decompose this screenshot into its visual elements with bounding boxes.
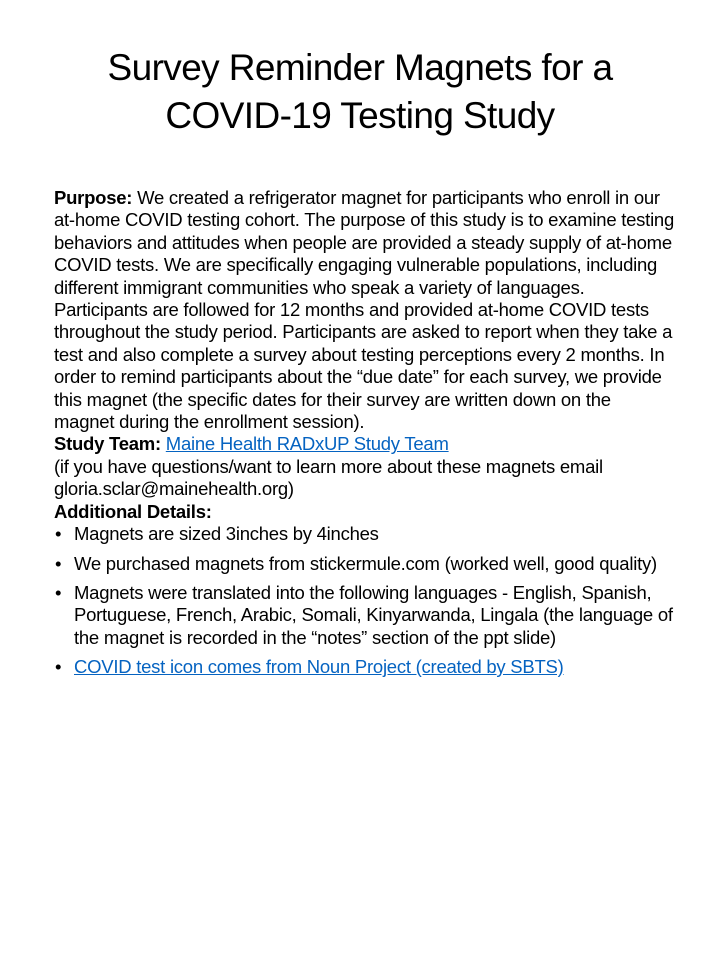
- title-line-2: COVID-19 Testing Study: [165, 95, 555, 136]
- list-item: [54, 582, 674, 649]
- purpose-label: Purpose:: [54, 187, 133, 208]
- details-heading: [54, 501, 674, 523]
- list-item-text: Magnets were translated into the following languages - English, Spanish, Portuguese, French, Arabic, Somali, Kinyarwanda, Lingala (the language of the magnet is recorded in the “notes” section of the ppt slide): [74, 581, 673, 648]
- list-item: [54, 656, 674, 678]
- title-line-1: Survey Reminder Magnets for a: [107, 47, 613, 88]
- list-item-text: We purchased magnets from stickermule.com (worked well, good quality): [74, 552, 657, 574]
- contact-paragraph: (if you have questions/want to learn more about these magnets email gloria.sclar@mainehealth.org): [54, 455, 603, 500]
- study-team-link[interactable]: Maine Health RADxUP Study Team: [165, 433, 449, 455]
- page-title: [40, 44, 680, 140]
- followup-paragraph: Participants are followed for 12 months and provided at-home COVID tests throughout the study period. Participants are asked to report when they take a test and also complete a survey about testing perceptions every 2 months. In order to remind participants about the “due date” for each survey, we provide this magnet (the specific dates for their survey are written down on the magnet during the enrollment session).: [54, 299, 673, 433]
- bullet-icon: •: [55, 581, 62, 603]
- study-team-label: Study Team:: [54, 433, 161, 455]
- bullet-icon: •: [55, 552, 62, 574]
- details-list: [54, 523, 674, 678]
- purpose-paragraph: [54, 187, 674, 299]
- list-item: [54, 523, 674, 545]
- study-team-paragraph: [54, 433, 674, 455]
- bullet-icon: •: [55, 523, 62, 545]
- bullet-icon: •: [55, 656, 62, 678]
- noun-project-link[interactable]: COVID test icon comes from Noun Project (created by SBTS): [74, 656, 564, 678]
- details-heading-text: Additional Details:: [54, 500, 212, 522]
- list-item: [54, 553, 674, 575]
- document-body: [54, 187, 674, 686]
- list-item-text: Magnets are sized 3inches by 4inches: [74, 523, 379, 545]
- purpose-text: We created a refrigerator magnet for participants who enroll in our at-home COVID testing cohort. The purpose of this study is to examine testing behaviors and attitudes when people are provided a steady supply of at-home COVID tests. We are specifically engaging vulnerable populations, including different immigrant communities who speak a variety of languages.: [54, 187, 675, 298]
